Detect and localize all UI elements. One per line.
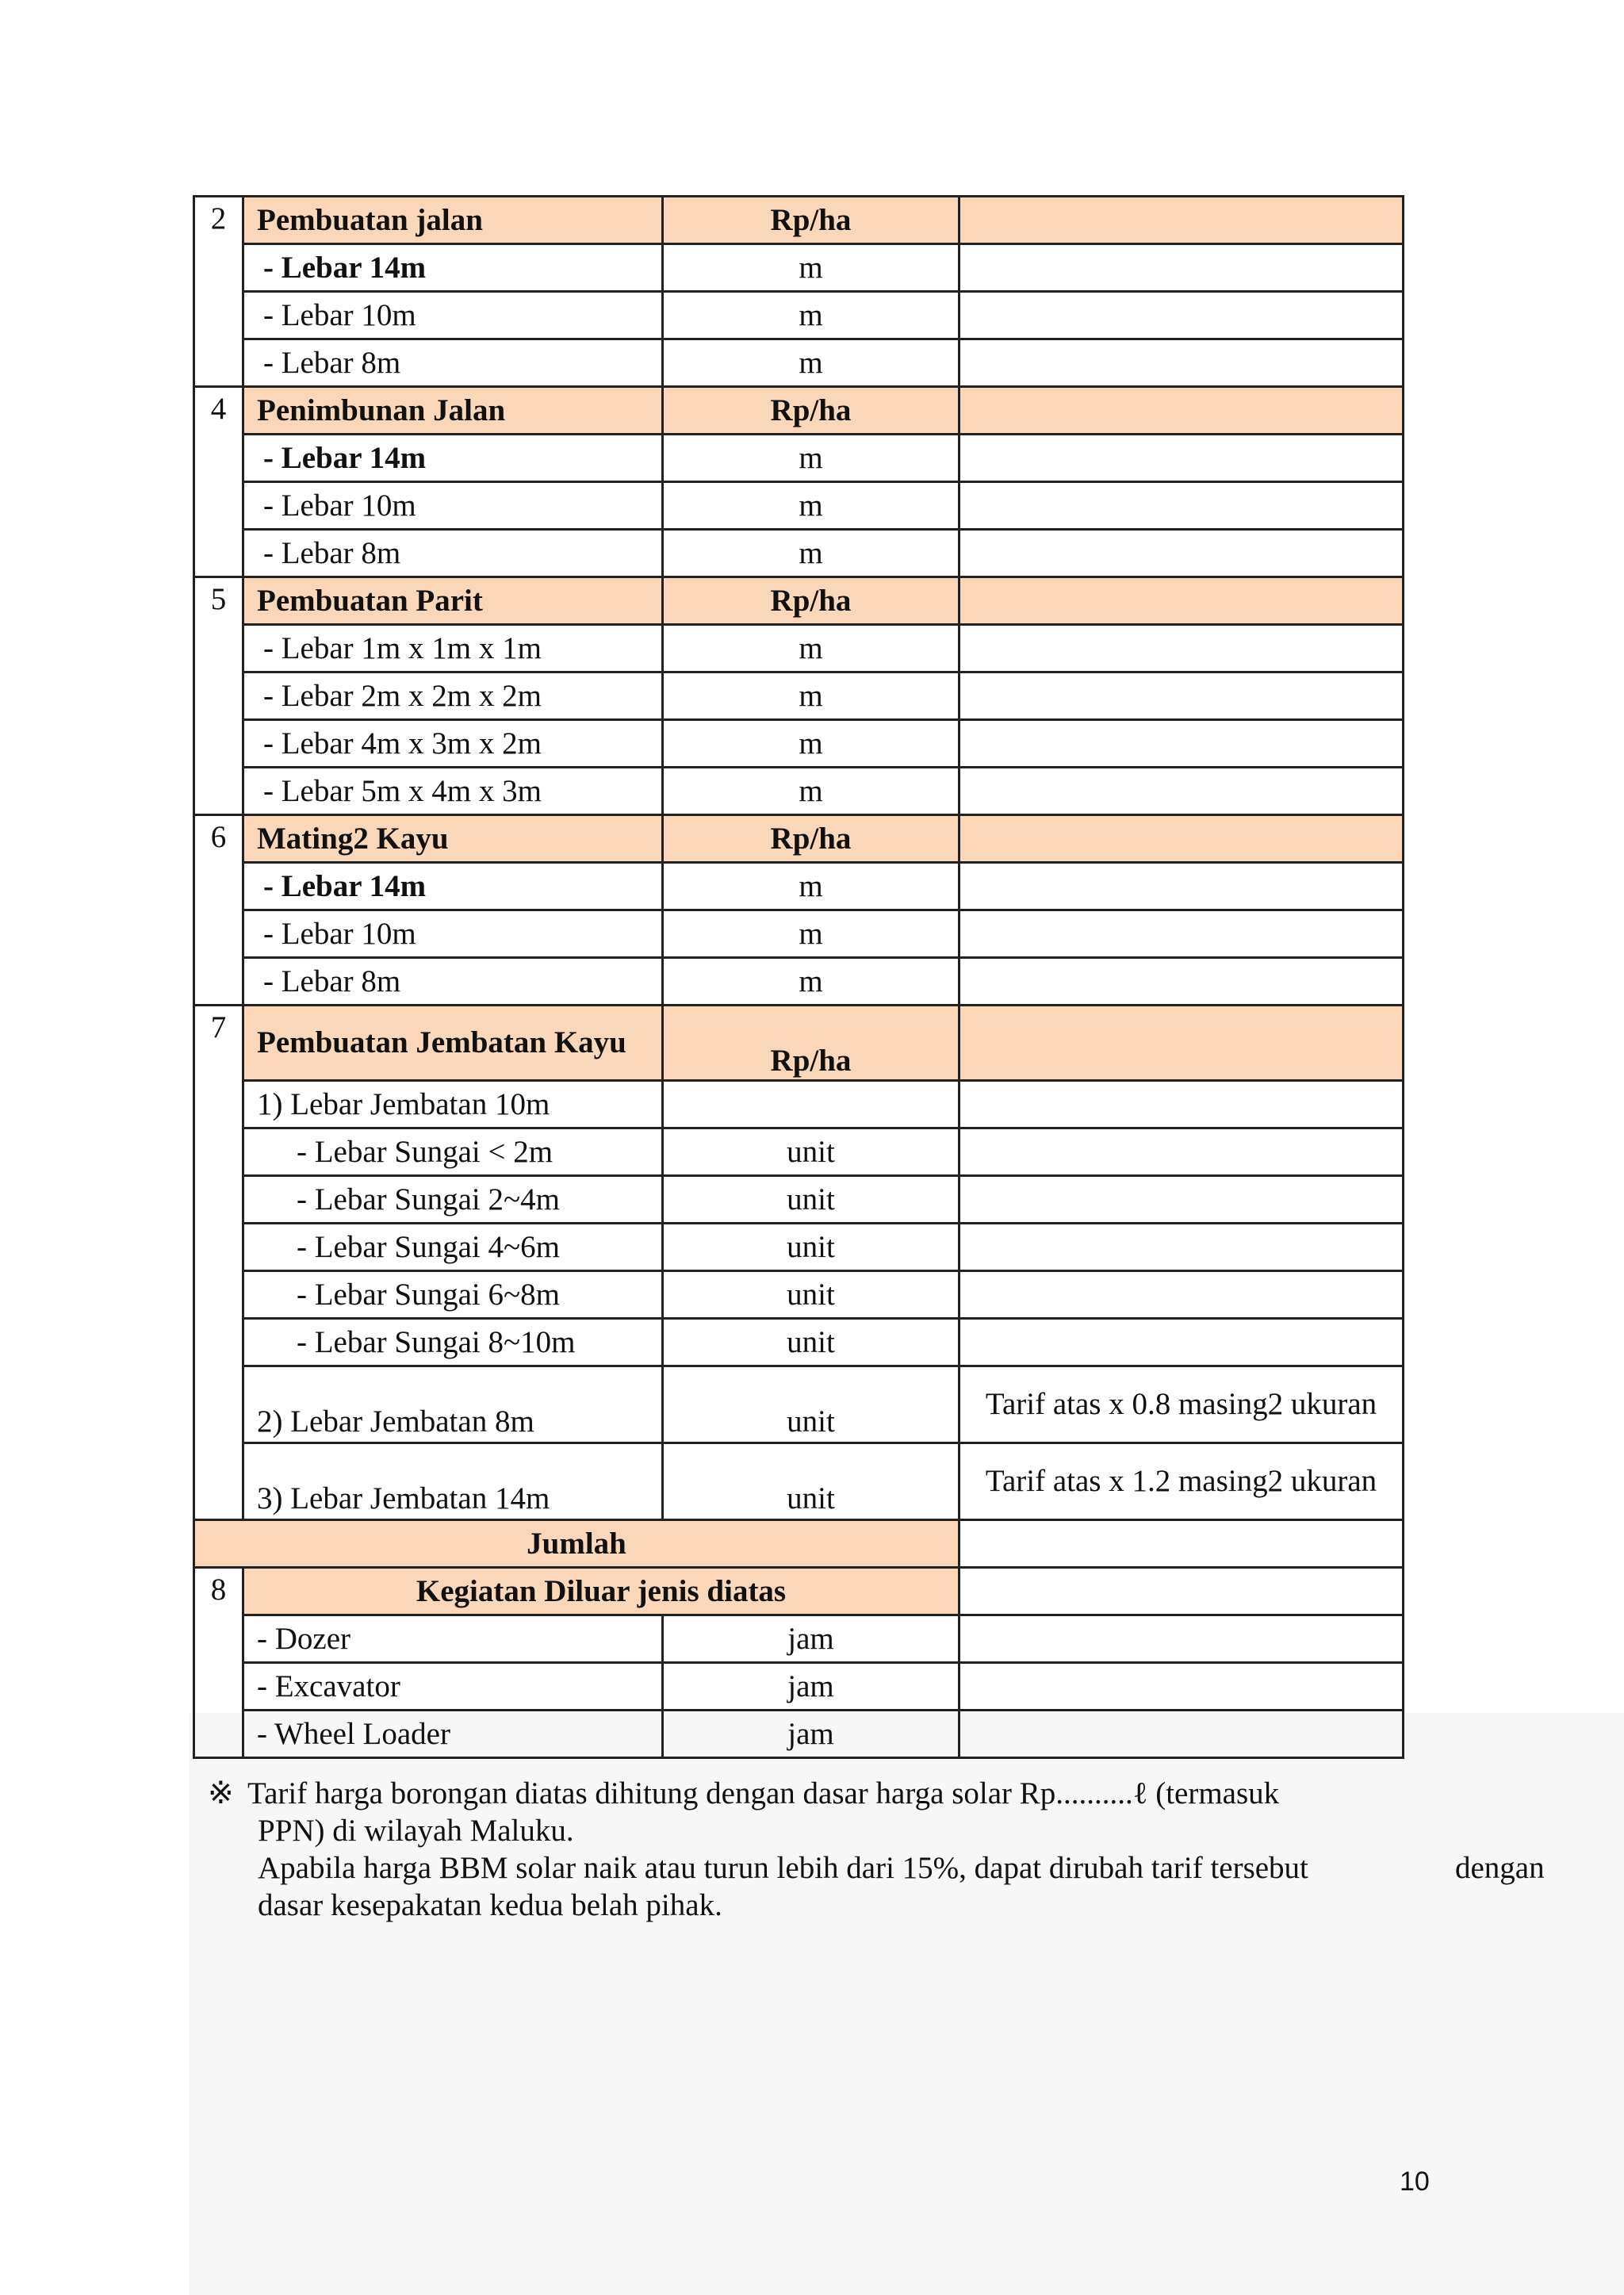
row-label: - Lebar Sungai < 2m bbox=[243, 1128, 663, 1176]
row-note bbox=[959, 863, 1404, 910]
row-label: - Lebar Sungai 2~4m bbox=[243, 1176, 663, 1224]
row-unit: m bbox=[663, 672, 959, 720]
row-label: 3) Lebar Jembatan 14m bbox=[243, 1443, 663, 1520]
table-row bbox=[194, 1176, 1404, 1224]
section-note-cell bbox=[959, 197, 1404, 244]
section-title: Pembuatan Parit bbox=[243, 577, 663, 625]
footnote-line-2: PPN) di wilayah Maluku. bbox=[258, 1814, 574, 1848]
section-unit: Rp/ha bbox=[663, 387, 959, 435]
table-row bbox=[194, 720, 1404, 768]
row-unit: jam bbox=[663, 1615, 959, 1663]
row-unit: m bbox=[663, 958, 959, 1006]
table-row bbox=[194, 1711, 1404, 1758]
table-row bbox=[194, 1271, 1404, 1319]
table-row bbox=[194, 1443, 1404, 1520]
row-note bbox=[959, 1663, 1404, 1711]
table-row bbox=[194, 482, 1404, 530]
footnote-line-4: dasar kesepakatan kedua belah pihak. bbox=[258, 1888, 722, 1922]
row-note bbox=[959, 1176, 1404, 1224]
footnote bbox=[208, 1775, 1556, 1924]
row-note bbox=[959, 1271, 1404, 1319]
row-label: - Lebar 8m bbox=[243, 530, 663, 577]
section-title: Penimbunan Jalan bbox=[243, 387, 663, 435]
footnote-line-1: ※ Tarif harga borongan diatas dihitung dengan dasar harga solar Rp..........ℓ (termasuk bbox=[208, 1776, 1280, 1810]
row-label: 1) Lebar Jembatan 10m bbox=[243, 1081, 663, 1128]
section-title: Pembuatan Jembatan Kayu bbox=[243, 1006, 663, 1081]
row-note bbox=[959, 625, 1404, 672]
row-label: - Excavator bbox=[243, 1663, 663, 1711]
row-unit: unit bbox=[663, 1224, 959, 1271]
table-row bbox=[194, 958, 1404, 1006]
section-title: Pembuatan jalan bbox=[243, 197, 663, 244]
table-row bbox=[194, 1319, 1404, 1366]
row-note bbox=[959, 720, 1404, 768]
section-note-cell bbox=[959, 1006, 1404, 1081]
row-label: - Dozer bbox=[243, 1615, 663, 1663]
row-label: - Lebar 8m bbox=[243, 339, 663, 387]
row-unit: unit bbox=[663, 1319, 959, 1366]
row-label: - Lebar 5m x 4m x 3m bbox=[243, 768, 663, 815]
section-note-cell bbox=[959, 1568, 1404, 1615]
section-number: 7 bbox=[194, 1006, 243, 1520]
rate-table-body bbox=[194, 197, 1404, 1758]
section-unit: Rp/ha bbox=[663, 197, 959, 244]
row-unit: unit bbox=[663, 1176, 959, 1224]
row-note bbox=[959, 1615, 1404, 1663]
row-note bbox=[959, 1711, 1404, 1758]
row-label: - Lebar 2m x 2m x 2m bbox=[243, 672, 663, 720]
row-unit: m bbox=[663, 910, 959, 958]
table-row bbox=[194, 863, 1404, 910]
section-number: 8 bbox=[194, 1568, 243, 1758]
section-header-row bbox=[194, 1568, 1404, 1615]
rate-table bbox=[193, 195, 1404, 1759]
table-row bbox=[194, 292, 1404, 339]
row-note bbox=[959, 530, 1404, 577]
row-label: - Lebar 14m bbox=[243, 244, 663, 292]
row-unit: m bbox=[663, 768, 959, 815]
row-label: - Lebar 10m bbox=[243, 482, 663, 530]
total-row bbox=[194, 1520, 1404, 1568]
row-label: 2) Lebar Jembatan 8m bbox=[243, 1366, 663, 1443]
row-label: - Lebar 10m bbox=[243, 910, 663, 958]
table-row bbox=[194, 1081, 1404, 1128]
row-label: - Wheel Loader bbox=[243, 1711, 663, 1758]
section-unit: Rp/ha bbox=[663, 815, 959, 863]
row-note bbox=[959, 435, 1404, 482]
row-note bbox=[959, 1128, 1404, 1176]
section-unit: Rp/ha bbox=[663, 577, 959, 625]
row-unit: unit bbox=[663, 1271, 959, 1319]
footnote-line-3-end: dengan bbox=[1455, 1851, 1545, 1885]
section-header-row bbox=[194, 197, 1404, 244]
table-row bbox=[194, 672, 1404, 720]
table-row bbox=[194, 435, 1404, 482]
row-label: - Lebar 14m bbox=[243, 435, 663, 482]
row-label: - Lebar 8m bbox=[243, 958, 663, 1006]
row-unit: m bbox=[663, 482, 959, 530]
row-unit: m bbox=[663, 625, 959, 672]
row-unit: unit bbox=[663, 1366, 959, 1443]
page-number: 10 bbox=[1400, 2167, 1430, 2197]
row-note bbox=[959, 910, 1404, 958]
footnote-line-3: Apabila harga BBM solar naik atau turun lebih dari 15%, dapat dirubah tarif tersebut dengan bbox=[258, 1851, 1545, 1885]
table-row bbox=[194, 1615, 1404, 1663]
row-label: - Lebar Sungai 8~10m bbox=[243, 1319, 663, 1366]
row-label: - Lebar 10m bbox=[243, 292, 663, 339]
total-value-cell bbox=[959, 1520, 1404, 1568]
row-note bbox=[959, 958, 1404, 1006]
row-unit: m bbox=[663, 339, 959, 387]
row-label: - Lebar Sungai 4~6m bbox=[243, 1224, 663, 1271]
row-unit: unit bbox=[663, 1128, 959, 1176]
row-unit: m bbox=[663, 244, 959, 292]
section-header-row bbox=[194, 387, 1404, 435]
section-note-cell bbox=[959, 577, 1404, 625]
section-header-row bbox=[194, 815, 1404, 863]
table-row bbox=[194, 625, 1404, 672]
row-label: - Lebar 1m x 1m x 1m bbox=[243, 625, 663, 672]
row-unit: m bbox=[663, 863, 959, 910]
row-note: Tarif atas x 1.2 masing2 ukuran bbox=[959, 1443, 1404, 1520]
row-unit: m bbox=[663, 292, 959, 339]
row-note bbox=[959, 244, 1404, 292]
section-number: 5 bbox=[194, 577, 243, 815]
row-unit: m bbox=[663, 435, 959, 482]
total-label: Jumlah bbox=[194, 1520, 959, 1568]
row-label: - Lebar 14m bbox=[243, 863, 663, 910]
reference-mark: ※ bbox=[208, 1776, 234, 1810]
section-number: 6 bbox=[194, 815, 243, 1006]
table-row bbox=[194, 768, 1404, 815]
section-note-cell bbox=[959, 387, 1404, 435]
section-number: 4 bbox=[194, 387, 243, 577]
table-row bbox=[194, 1663, 1404, 1711]
row-unit: m bbox=[663, 720, 959, 768]
row-unit: jam bbox=[663, 1711, 959, 1758]
row-unit: unit bbox=[663, 1443, 959, 1520]
row-note: Tarif atas x 0.8 masing2 ukuran bbox=[959, 1366, 1404, 1443]
section-number: 2 bbox=[194, 197, 243, 387]
row-unit: m bbox=[663, 530, 959, 577]
row-note bbox=[959, 1081, 1404, 1128]
table-row bbox=[194, 1128, 1404, 1176]
section-unit: Rp/ha bbox=[663, 1006, 959, 1081]
table-row bbox=[194, 1366, 1404, 1443]
table-row bbox=[194, 1224, 1404, 1271]
row-note bbox=[959, 672, 1404, 720]
row-unit: jam bbox=[663, 1663, 959, 1711]
row-note bbox=[959, 1319, 1404, 1366]
row-note bbox=[959, 768, 1404, 815]
row-note bbox=[959, 339, 1404, 387]
row-label: - Lebar 4m x 3m x 2m bbox=[243, 720, 663, 768]
table-row bbox=[194, 244, 1404, 292]
row-note bbox=[959, 1224, 1404, 1271]
row-label: - Lebar Sungai 6~8m bbox=[243, 1271, 663, 1319]
table-row bbox=[194, 910, 1404, 958]
row-unit bbox=[663, 1081, 959, 1128]
row-note bbox=[959, 292, 1404, 339]
row-note bbox=[959, 482, 1404, 530]
section-title: Mating2 Kayu bbox=[243, 815, 663, 863]
section-title: Kegiatan Diluar jenis diatas bbox=[243, 1568, 959, 1615]
table-row bbox=[194, 339, 1404, 387]
section-header-row bbox=[194, 1006, 1404, 1081]
section-header-row bbox=[194, 577, 1404, 625]
section-note-cell bbox=[959, 815, 1404, 863]
table-row bbox=[194, 530, 1404, 577]
